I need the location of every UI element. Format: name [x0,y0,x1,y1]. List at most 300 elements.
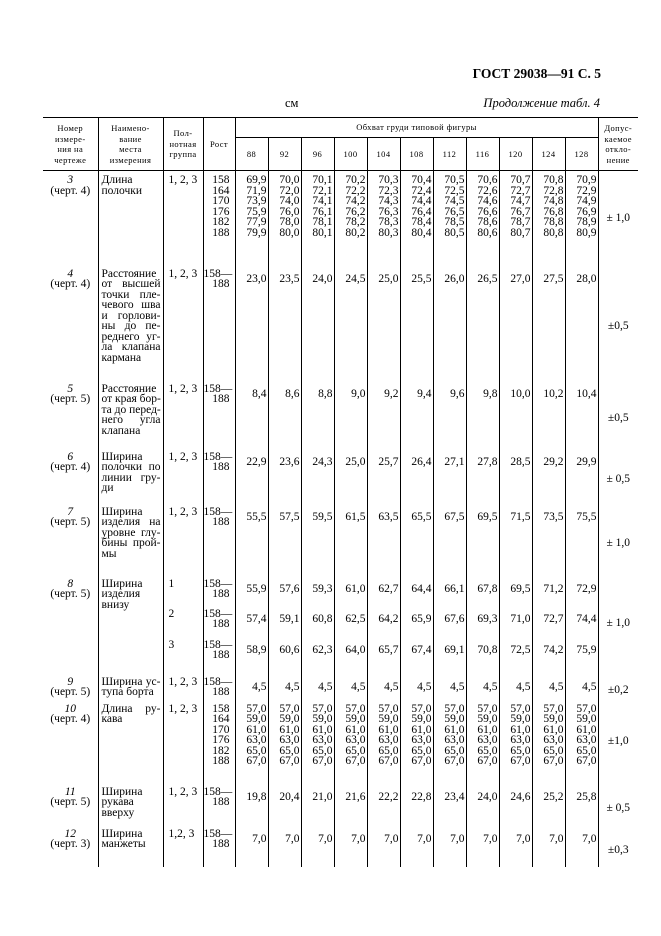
header-girth: 112 [433,138,466,171]
value-cell [367,700,400,783]
value-cell [433,783,466,825]
value: 78,7 [510,216,531,228]
value-block [335,452,366,468]
height-value: 158— [203,450,233,463]
table-row [43,380,638,448]
value-block [566,175,597,238]
value-block [500,787,531,803]
value: 70,5 [444,174,465,186]
value: 74,4 [576,612,597,625]
value-cell [532,503,565,575]
value-cell [334,825,367,867]
height-value: 176 [212,734,230,746]
row-name-cell [98,575,163,673]
value: 74,1 [312,195,333,207]
value-cell [268,700,301,783]
value-block [269,384,300,400]
value: 77,9 [246,216,267,228]
row-name-line: Длина ру- [101,702,161,715]
value: 4,5 [483,680,498,693]
value-block [434,507,465,523]
value-block [236,507,267,523]
value: 75,9 [246,205,267,218]
value: 61,0 [576,723,597,736]
group-block [169,787,203,798]
value-block [533,452,564,468]
height-block [203,607,233,640]
value: 65,0 [345,744,366,757]
value-block [335,579,366,609]
group-value: 1, 2, 3 [168,382,198,395]
group-block [169,269,203,280]
value: 9,2 [384,387,399,400]
value-block [467,175,498,238]
value: 65,9 [411,612,432,625]
value: 78,9 [576,216,597,228]
value: 71,2 [543,582,564,595]
height-block [203,450,233,473]
value-block [500,640,531,673]
height-value: 158— [203,607,233,620]
value: 67,0 [246,755,267,767]
value-block [269,507,300,523]
group-block [169,507,203,518]
value-cell [433,380,466,448]
row-name-line: тупа борта [101,686,154,698]
value: 62,3 [312,643,333,656]
value: 72,5 [444,184,465,197]
height-block [204,175,230,238]
value: 9,4 [417,387,432,400]
value-block [566,579,597,609]
value-block [335,677,366,693]
group-cell [163,700,203,783]
value: 24,5 [345,272,366,285]
value-cell [466,265,499,380]
value: 71,9 [246,184,267,197]
header-girth: 128 [565,138,598,171]
value-block [302,452,333,468]
value: 29,9 [576,455,597,468]
value-block [302,175,333,238]
value: 67,0 [444,755,465,767]
value-cell [301,673,334,700]
value: 9,6 [450,387,465,400]
value: 63,0 [378,734,399,746]
value-cell [400,825,433,867]
value: 67,6 [444,612,465,625]
height-value: 170 [212,723,230,736]
height-block [203,638,233,673]
header-girth: 116 [466,138,499,171]
value: 72,2 [345,184,366,197]
value: 21,0 [312,790,333,803]
row-name-line: манжеты [101,838,146,850]
value: 63,0 [312,734,333,746]
value-cell [532,825,565,867]
value-cell [301,825,334,867]
header-girth: 124 [532,138,565,171]
value: 69,5 [510,582,531,595]
header-tolerance-line: Допус- [604,123,633,133]
header-tolerance-line: откло- [605,144,632,154]
value: 70,2 [345,174,366,186]
value: 28,5 [510,455,531,468]
value: 76,6 [477,205,498,218]
header-girth: 108 [400,138,433,171]
value: 22,8 [411,790,432,803]
value-block [434,452,465,468]
value: 23,4 [444,790,465,803]
value: 80,5 [444,226,465,239]
value-block [401,609,432,640]
row-name-line: бины прой- [101,537,161,549]
value: 23,0 [246,272,267,285]
header-girth-title: Обхват груди типовой фигуры [235,118,598,138]
value: 65,0 [411,744,432,757]
value: 25,8 [576,790,597,803]
value-cell [400,700,433,783]
row-name-line: Расстояние [101,382,157,395]
tolerance-cell: ±0,3 [598,825,638,867]
value-block [302,640,333,673]
value-block [269,677,300,693]
row-name-line: точки пле- [101,288,161,301]
value: 61,0 [477,723,498,736]
value-cell [565,380,598,448]
row-name-line: внизу [101,598,130,611]
row-name-cell [98,171,163,265]
value-block [368,640,399,673]
value-block [401,640,432,673]
height-cell [203,380,235,448]
header-tolerance-line: нение [606,154,630,165]
value-cell [367,171,400,265]
value: 22,9 [246,455,267,468]
height-value: 188 [212,755,230,767]
value: 70,7 [510,174,531,186]
row-number-cell [43,783,98,825]
value-cell [499,673,532,700]
table-row [43,503,638,575]
value-block [533,829,564,845]
height-value: 188 [212,686,230,698]
value-block [269,829,300,845]
value-cell [367,825,400,867]
row-name-line: мы [101,547,117,560]
row-name-line: кармана [101,351,142,364]
value: 72,1 [312,184,333,197]
row-name-line: от высшей [101,278,161,290]
value-block [566,507,597,523]
value-cell [235,171,268,265]
value-cell [532,783,565,825]
value: 65,0 [279,744,300,757]
value-block [368,175,399,238]
value-block [434,269,465,285]
value: 57,0 [543,702,564,715]
row-number-cell [43,700,98,783]
value-block [467,640,498,673]
value: 25,2 [543,790,564,803]
value-block [335,704,366,767]
table-row [43,171,638,265]
value-block [533,507,564,523]
value-block [533,384,564,400]
value-cell [400,265,433,380]
row-drawing-ref: (черт. 5) [50,588,91,600]
value: 70,1 [312,174,333,186]
value: 61,0 [543,723,564,736]
height-value: 158 [212,174,230,186]
height-block [203,785,233,808]
value-block [368,677,399,693]
value-cell [499,575,532,673]
height-value: 158— [203,382,233,395]
row-name-line: полочки по [101,461,161,473]
height-block [203,675,233,698]
row-drawing-ref: (черт. 5) [50,796,91,808]
header-name-line: измерения [109,154,152,165]
value: 78,1 [312,216,333,228]
value-block [434,829,465,845]
value-block [368,787,399,803]
value: 66,1 [444,582,465,595]
row-name-cell [98,380,163,448]
header-name-line: места [119,144,142,154]
value-block [467,579,498,609]
value: 61,0 [279,723,300,736]
value-block [335,507,366,523]
value: 70,4 [411,174,432,186]
value-cell [235,380,268,448]
header-tolerance [598,118,638,171]
value-block [302,269,333,285]
value-cell [334,783,367,825]
value: 4,5 [351,680,366,693]
value: 7,0 [318,832,333,845]
value: 78,8 [543,216,564,228]
value: 76,9 [576,205,597,218]
value-cell [334,380,367,448]
value: 74,2 [543,643,564,656]
value: 57,0 [444,702,465,715]
height-value: 188 [212,649,230,661]
value-cell [301,575,334,673]
value-block [401,269,432,285]
value: 63,5 [378,510,399,523]
value: 4,5 [516,680,531,693]
value-cell [268,380,301,448]
row-number: 5 [67,382,74,395]
value: 55,9 [246,582,267,595]
value: 29,2 [543,455,564,468]
value: 63,0 [246,734,267,746]
value: 76,4 [411,205,432,218]
value-cell [235,448,268,503]
row-name-line: полочки [101,184,142,197]
value-cell [466,783,499,825]
value-cell [433,265,466,380]
value: 61,0 [444,723,465,736]
value: 59,0 [345,713,366,725]
value-block [566,704,597,767]
group-value: 1, 2, 3 [168,174,198,186]
value-block [434,640,465,673]
value-block [269,269,300,285]
value-cell [334,673,367,700]
height-value: 158— [203,505,233,518]
value-block [302,829,333,845]
value: 72,8 [543,184,564,197]
value-cell [499,448,532,503]
value: 7,0 [384,832,399,845]
value-block [533,704,564,767]
value-cell [268,265,301,380]
value: 67,0 [543,755,564,767]
value-block [401,677,432,693]
height-value: 188 [212,461,230,473]
value: 76,3 [378,205,399,218]
row-number: 8 [67,577,74,590]
value: 62,5 [345,612,366,625]
value: 57,4 [246,612,267,625]
group-value: 2 [168,607,175,620]
value-cell [268,673,301,700]
value-cell [301,265,334,380]
group-block [169,452,203,463]
group-value: 1, 2, 3 [168,505,198,518]
header-tolerance-line: каемое [604,133,632,144]
value-block [335,175,366,238]
value: 69,9 [246,174,267,186]
height-block [203,577,233,609]
value-cell [301,783,334,825]
value: 63,0 [477,734,498,746]
height-value: 188 [212,838,230,850]
value: 74,6 [477,195,498,207]
value: 59,0 [312,713,333,725]
value-block [500,609,531,640]
header-number-line: измере- [54,133,86,144]
value-block [302,609,333,640]
row-drawing-ref: (черт. 5) [50,393,91,405]
row-name-line: рукава [101,796,134,808]
value-cell [532,700,565,783]
value: 4,5 [450,680,465,693]
value-cell [532,171,565,265]
value: 74,2 [345,195,366,207]
tolerance-cell: ± 1,0 [598,575,638,673]
height-value: 176 [212,205,230,218]
value-block [236,829,267,845]
value-block [368,507,399,523]
group-block [169,579,203,609]
value: 78,2 [345,216,366,228]
value: 57,0 [378,702,399,715]
row-number-cell [43,825,98,867]
group-block [169,829,203,840]
value-block [236,609,267,640]
value: 75,5 [576,510,597,523]
value-block [269,787,300,803]
value: 79,9 [246,226,267,239]
value: 72,3 [378,184,399,197]
value-cell [565,265,598,380]
value-cell [367,783,400,825]
table-row [43,673,638,700]
tolerance-cell: ±1,0 [598,700,638,783]
group-value: 1, 2, 3 [168,450,198,463]
value-cell [565,783,598,825]
value: 4,5 [318,680,333,693]
value-block [533,677,564,693]
value: 80,8 [543,226,564,239]
value-cell [268,825,301,867]
value-block [401,787,432,803]
height-value: 188 [212,278,230,290]
value-cell [565,673,598,700]
value-cell [499,171,532,265]
value-block [566,640,597,673]
table-row [43,265,638,380]
value-block [467,269,498,285]
value: 58,9 [246,643,267,656]
value-cell [565,448,598,503]
value-cell [433,503,466,575]
row-drawing-ref: (черт. 4) [50,184,91,197]
value: 59,0 [576,713,597,725]
height-value: 158— [203,638,233,651]
value: 25,7 [378,455,399,468]
value-cell [499,265,532,380]
row-name-line: та до перед- [101,403,161,416]
value: 63,0 [345,734,366,746]
value: 7,0 [417,832,432,845]
value-block [368,609,399,640]
value: 63,0 [510,734,531,746]
value: 64,4 [411,582,432,595]
value: 28,0 [576,272,597,285]
value-block [236,269,267,285]
tolerance-cell: ± 0,5 [598,448,638,503]
value: 74,4 [411,195,432,207]
value: 60,8 [312,612,333,625]
value: 59,0 [477,713,498,725]
value-block [500,452,531,468]
table-row [43,575,638,673]
value: 64,2 [378,612,399,625]
value: 65,0 [477,744,498,757]
value-block [434,609,465,640]
value-block [236,704,267,767]
tolerance-cell: ±0,5 [598,265,638,380]
value-cell [499,380,532,448]
value: 65,0 [543,744,564,757]
table-row [43,700,638,783]
value: 10,0 [510,387,531,400]
row-number-cell [43,380,98,448]
value-cell [301,503,334,575]
value-cell [268,503,301,575]
value: 4,5 [252,680,267,693]
value: 65,7 [378,643,399,656]
value: 67,0 [378,755,399,767]
height-value: 170 [212,195,230,207]
value: 71,0 [510,612,531,625]
value: 67,4 [411,643,432,656]
value: 70,8 [543,174,564,186]
